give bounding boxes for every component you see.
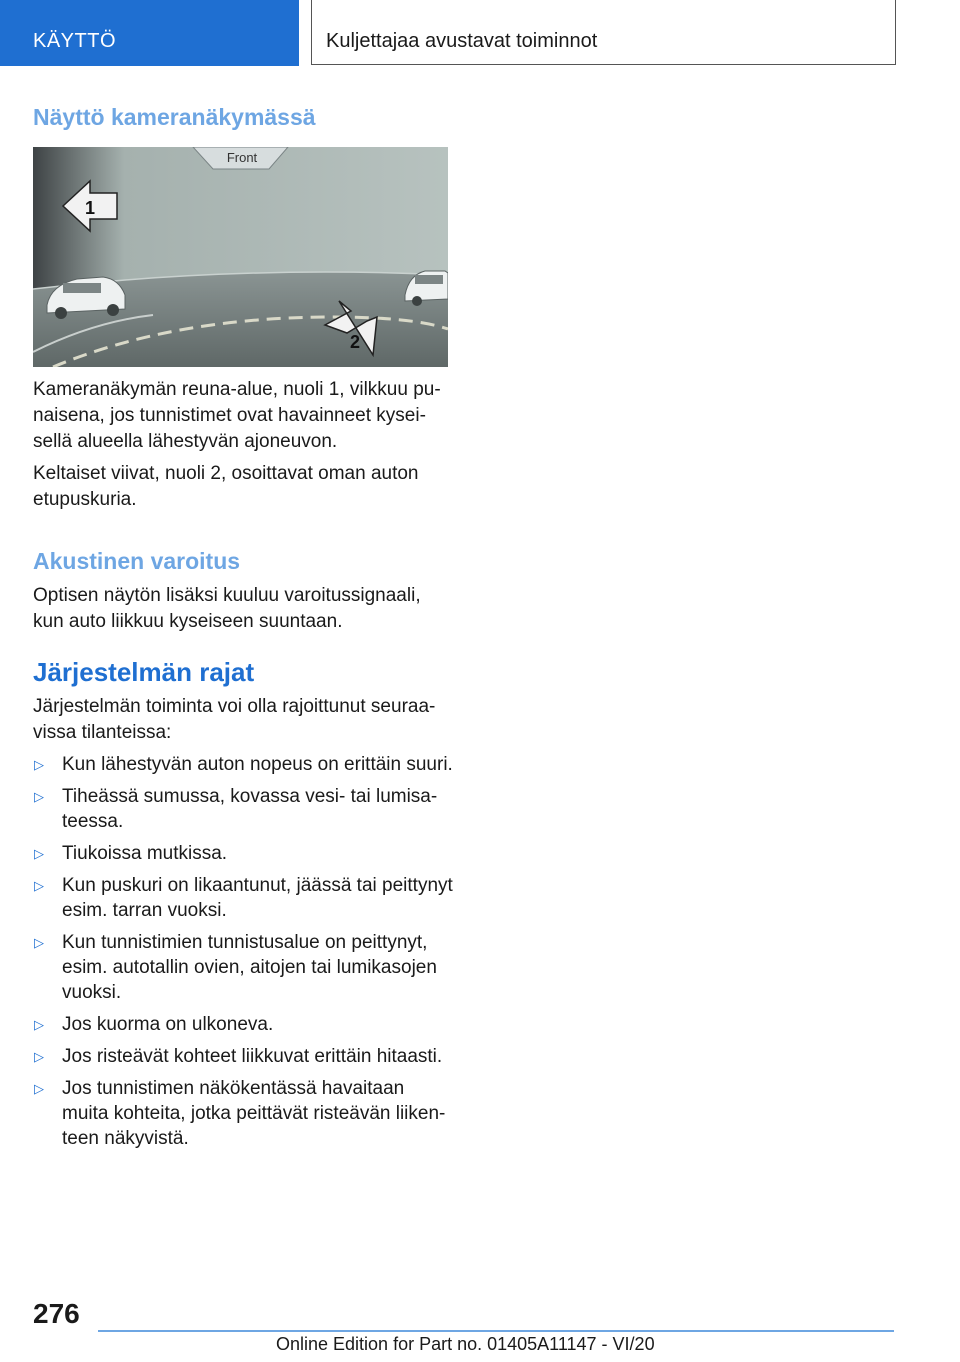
- arrow-1-label: 1: [84, 198, 96, 218]
- chapter-title: Kuljettajaa avustavat toiminnot: [326, 30, 598, 52]
- bullet-triangle-icon: ▷: [34, 846, 44, 861]
- bullet-triangle-icon: ▷: [34, 757, 44, 772]
- list-item: ▷ Kun tunnistimien tunnistusalue on peittynyt, esim. autotallin ovien, aitojen tai lumikasojen vuoksi.: [34, 932, 437, 1003]
- bullet-triangle-icon: ▷: [34, 878, 44, 893]
- list-item: ▷ Tiukoissa mutkissa.: [34, 843, 228, 864]
- footer-edition: Online Edition for Part no. 01405A11147 - VI/20: [276, 1334, 655, 1354]
- chapter-tab: [311, 0, 896, 65]
- arrow-2-label: 2: [349, 332, 361, 352]
- section-tab-label: KÄYTTÖ: [33, 30, 117, 52]
- list-item: ▷ Tiheässä sumussa, kovassa vesi- tai lumisateessa.: [34, 786, 438, 832]
- limits-list: [33, 752, 453, 1158]
- acoustic-heading: Akustinen varoitus: [33, 548, 241, 574]
- acoustic-paragraph: Optisen näytön lisäksi kuuluu varoitussignaali, kun auto liikkuu kyseiseen suuntaan.: [33, 585, 421, 632]
- bullet-triangle-icon: ▷: [34, 1081, 44, 1096]
- limits-heading: Järjestelmän rajat: [33, 657, 255, 687]
- page-number: 276: [33, 1298, 80, 1329]
- footer-divider: [98, 1330, 894, 1332]
- limits-intro: Järjestelmän toiminta voi olla rajoittunut seuraavissa tilanteissa:: [33, 696, 436, 743]
- list-item: ▷ Kun lähestyvän auton nopeus on erittäin suuri.: [34, 754, 453, 775]
- list-item: ▷ Jos tunnistimen näkökentässä havaitaan muita kohteita, jotka peittävät risteävän liikenteen näkyvistä.: [34, 1078, 446, 1149]
- bullet-triangle-icon: ▷: [34, 789, 44, 804]
- camera-view-heading: Näyttö kameranäkymässä: [33, 104, 316, 130]
- bullet-triangle-icon: ▷: [34, 1049, 44, 1064]
- list-item: ▷ Jos risteävät kohteet liikkuvat erittäin hitaasti.: [34, 1046, 443, 1067]
- camera-view-paragraph-2: Keltaiset viivat, nuoli 2, osoittavat oman auton etupuskuria.: [33, 463, 419, 510]
- camera-view-figure: [33, 147, 448, 367]
- camera-view-paragraph-1: Kameranäkymän reuna-alue, nuoli 1, vilkkuu punaisena, jos tunnistimet ovat havainneet kyseisellä alueella lähestyvän ajoneuvon.: [33, 379, 441, 452]
- section-tab: [0, 0, 299, 66]
- front-label: Front: [226, 150, 258, 165]
- list-item: ▷ Jos kuorma on ulkoneva.: [34, 1014, 274, 1035]
- bullet-triangle-icon: ▷: [34, 935, 44, 950]
- bullet-triangle-icon: ▷: [34, 1017, 44, 1032]
- list-item: ▷ Kun puskuri on likaantunut, jäässä tai peittynyt esim. tarran vuoksi.: [34, 875, 453, 921]
